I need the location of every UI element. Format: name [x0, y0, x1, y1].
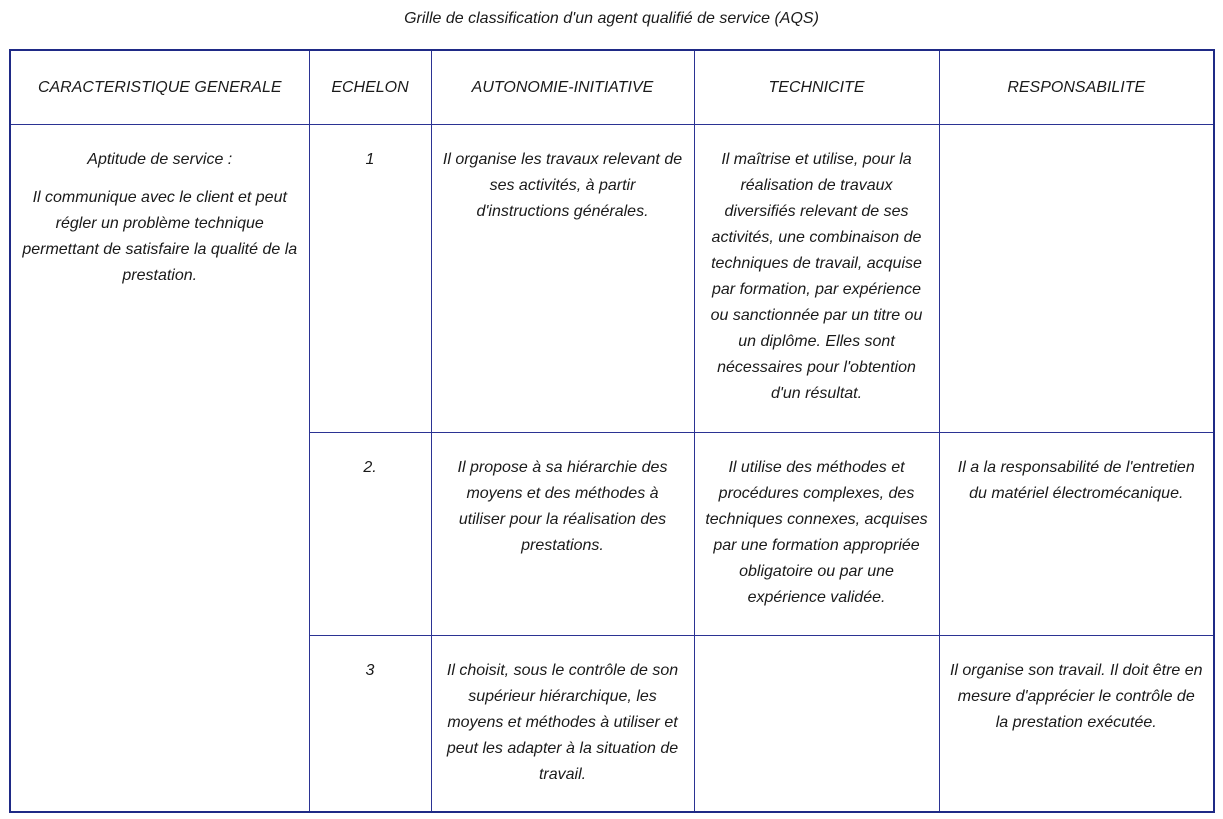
technicite-cell: Il maîtrise et utilise, pour la réalisation de travaux diversifiés relevant de ses activités, une combinaison de techniques de travail, acquise par formation, par expérience ou sanctionnée par un titre ou un diplôme. Elles sont nécessaires pour l'obtention d'un résultat. — [694, 125, 939, 433]
echelon-cell: 2. — [309, 432, 431, 636]
responsabilite-cell — [939, 125, 1214, 433]
aptitude-description: Il communique avec le client et peut régler un problème technique permettant de satisfaire la qualité de la prestation. — [22, 189, 298, 284]
header-autonomie: AUTONOMIE-INITIATIVE — [431, 50, 694, 125]
header-general: CARACTERISTIQUE GENERALE — [10, 50, 309, 125]
header-row — [10, 50, 1214, 125]
responsabilite-cell: Il organise son travail. Il doit être en mesure d'apprécier le contrôle de la prestation exécutée. — [939, 636, 1214, 812]
responsabilite-cell: Il a la responsabilité de l'entretien du matériel électromécanique. — [939, 432, 1214, 636]
header-responsabilite: RESPONSABILITE — [939, 50, 1214, 125]
autonomie-cell: Il organise les travaux relevant de ses activités, à partir d'instructions générales. — [431, 125, 694, 433]
technicite-cell — [694, 636, 939, 812]
aptitude-label: Aptitude de service : — [87, 151, 233, 168]
header-technicite: TECHNICITE — [694, 50, 939, 125]
document-title: Grille de classification d'un agent qualifié de service (AQS) — [404, 10, 819, 27]
general-characteristic-cell — [10, 125, 309, 813]
technicite-cell: Il utilise des méthodes et procédures complexes, des techniques connexes, acquises par une formation appropriée obligatoire ou par une expérience validée. — [694, 432, 939, 636]
table-row — [10, 125, 1214, 433]
autonomie-cell: Il choisit, sous le contrôle de son supérieur hiérarchique, les moyens et méthodes à utiliser et peut les adapter à la situation de travail. — [431, 636, 694, 812]
echelon-cell: 3 — [309, 636, 431, 812]
autonomie-cell: Il propose à sa hiérarchie des moyens et des méthodes à utiliser pour la réalisation des prestations. — [431, 432, 694, 636]
classification-table — [9, 49, 1215, 813]
echelon-cell: 1 — [309, 125, 431, 433]
header-echelon: ECHELON — [309, 50, 431, 125]
